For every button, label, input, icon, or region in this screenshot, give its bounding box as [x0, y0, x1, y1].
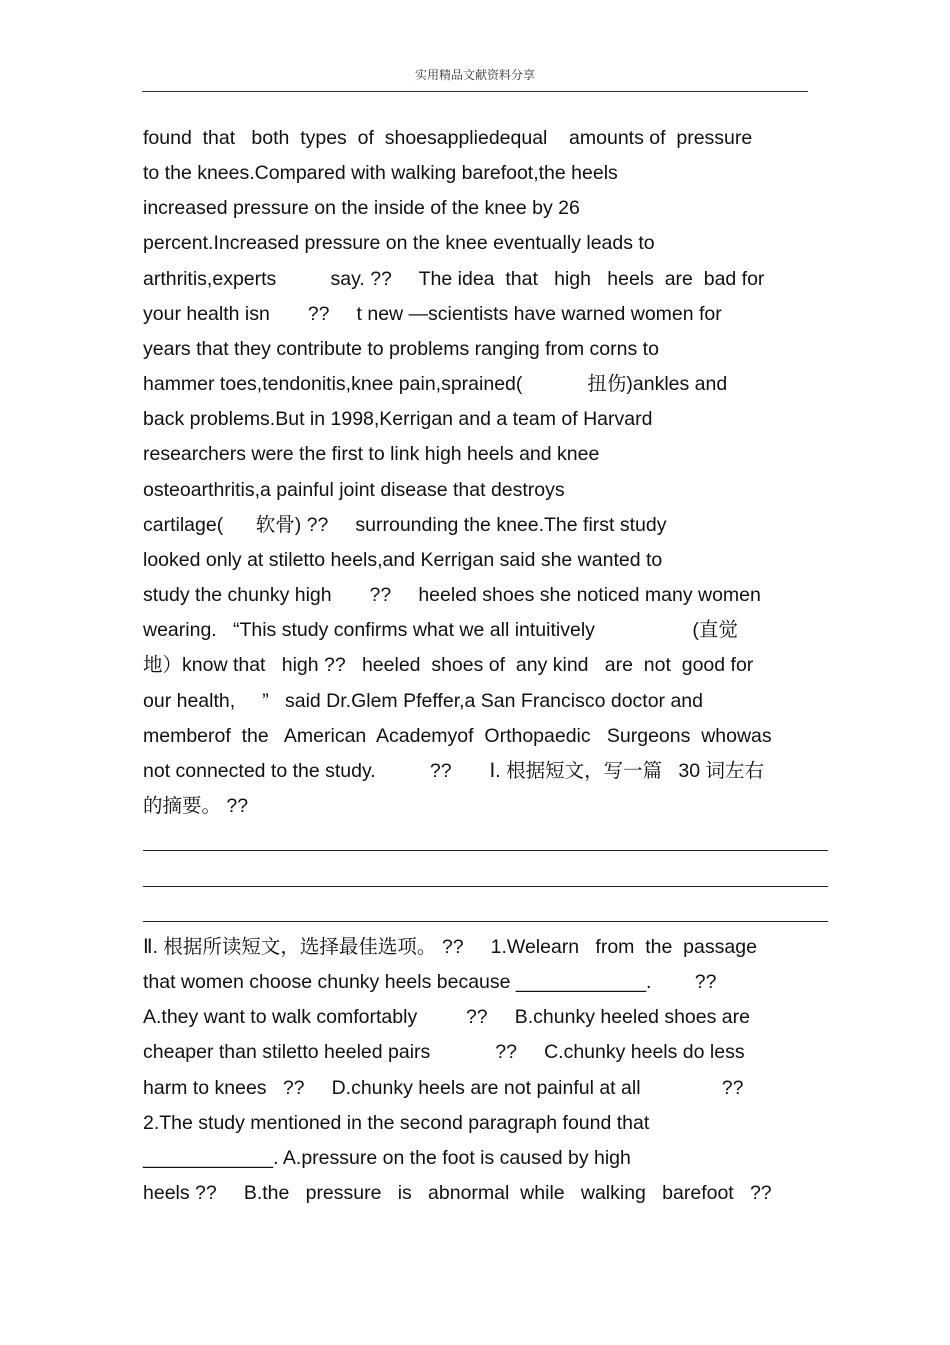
passage-line: memberof the American Academyof Orthopaedic Surgeons whowas [143, 725, 772, 747]
header-title: 实用精品文献资料分享 [414, 68, 535, 82]
question-line: A.they want to walk comfortably ?? B.chunky heeled shoes are [143, 1006, 750, 1028]
question-line: heels ?? B.the pressure is abnormal while walking barefoot ?? [143, 1182, 772, 1204]
passage-line: your health isn ?? t new —scientists have warned women for [143, 303, 722, 325]
passage-line: our health, ” said Dr.Glem Pfeffer,a San Francisco doctor and [143, 690, 703, 712]
passage-line: increased pressure on the inside of the knee by 26 [143, 197, 580, 219]
question-line: harm to knees ?? D.chunky heels are not painful at all ?? [143, 1077, 744, 1099]
passage-line: hammer toes,tendonitis,knee pain,sprained( 扭伤)ankles and [143, 373, 728, 395]
passage-line: 的摘要。 ?? [143, 795, 249, 817]
answer-blank-line [143, 850, 828, 851]
question-line: Ⅱ. 根据所读短文，选择最佳选项。 ?? 1.Welearn from the passage [143, 936, 757, 958]
passage-line: percent.Increased pressure on the knee eventually leads to [143, 232, 655, 254]
question-line: 2.The study mentioned in the second paragraph found that [143, 1112, 650, 1134]
question-line: that women choose chunky heels because ____________. ?? [143, 971, 717, 993]
answer-blank-line [143, 886, 828, 887]
passage-line: found that both types of shoesappliedequal amounts of pressure [143, 127, 753, 149]
passage-line: study the chunky high ?? heeled shoes she noticed many women [143, 584, 761, 606]
passage-line: back problems.But in 1998,Kerrigan and a team of Harvard [143, 408, 653, 430]
passage-line: years that they contribute to problems ranging from corns to [143, 338, 659, 360]
passage-line: not connected to the study. ?? Ⅰ. 根据短文，写一篇 30 词左右 [143, 760, 764, 782]
answer-blank-line [143, 921, 828, 922]
passage-line: arthritis,experts say. ?? The idea that high heels are bad for [143, 268, 765, 290]
question-line: cheaper than stiletto heeled pairs ?? C.chunky heels do less [143, 1041, 745, 1063]
passage-line: 地）know that high ?? heeled shoes of any kind are not good for [143, 654, 754, 676]
passage-line: cartilage( 软骨) ?? surrounding the knee.The first study [143, 514, 667, 536]
passage-line: researchers were the first to link high heels and knee [143, 443, 600, 465]
passage-line: wearing. “This study confirms what we all intuitively (直觉 [143, 619, 738, 641]
passage-line: osteoarthritis,a painful joint disease that destroys [143, 479, 565, 501]
question-line: ____________. A.pressure on the foot is caused by high [143, 1147, 631, 1169]
passage-line: looked only at stiletto heels,and Kerrigan said she wanted to [143, 549, 663, 571]
passage-line: to the knees.Compared with walking barefoot,the heels [143, 162, 618, 184]
header-rule [142, 91, 808, 92]
